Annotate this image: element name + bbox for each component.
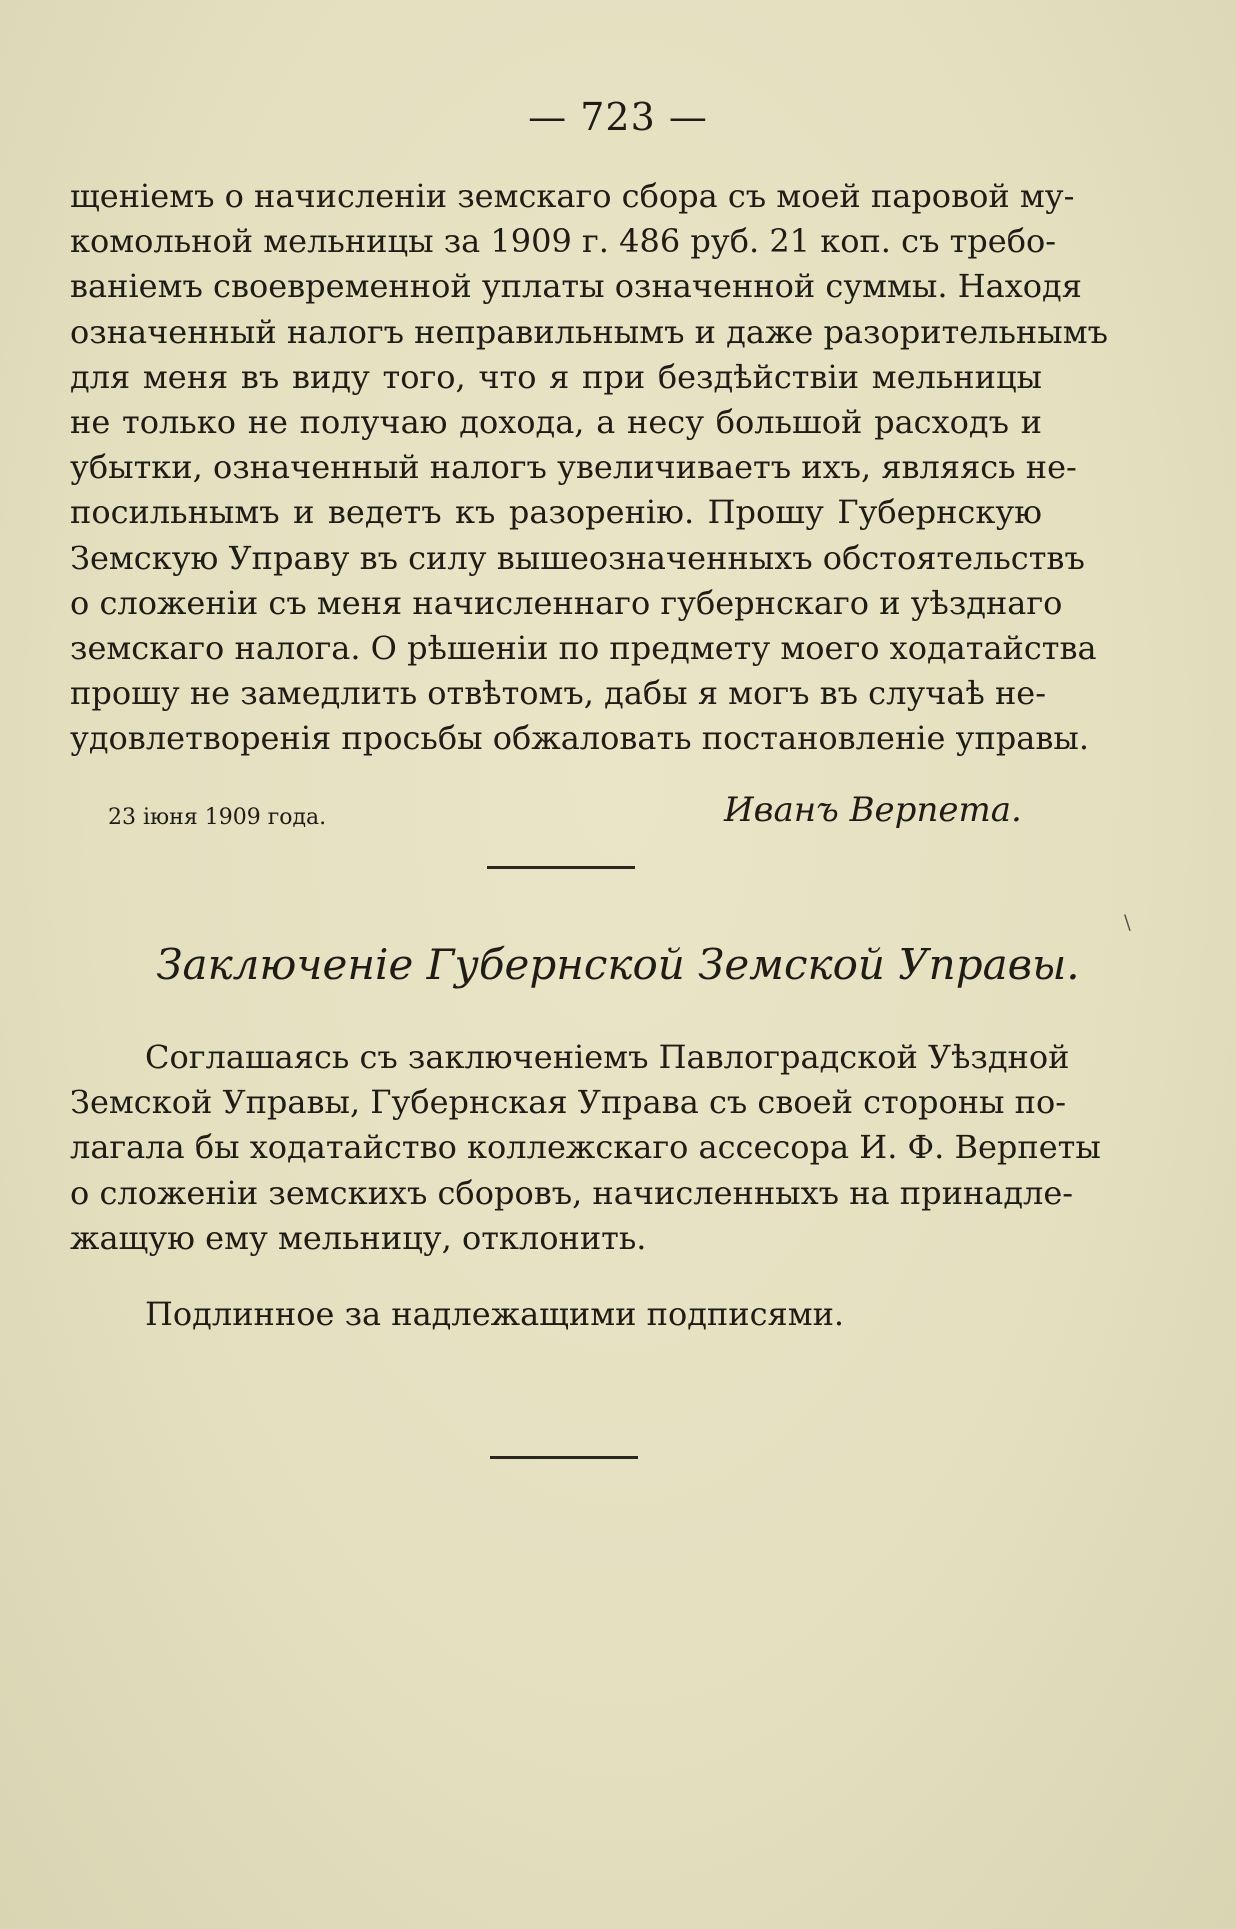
text-line: посильнымъ и ведетъ къ разоренію. Прошу Губернскую: [70, 493, 1042, 532]
text-line: комольной мельницы за 1909 г. 486 руб. 21 коп. съ требо-: [70, 222, 1057, 261]
text-line: о сложеніи съ меня начисленнаго губернскаго и уѣзднаго: [70, 583, 1063, 622]
text-line: означенный налогъ неправильнымъ и даже разорительнымъ: [70, 312, 1108, 351]
text-line: о сложеніи земскихъ сборовъ, начисленныхъ на принадле-: [70, 1173, 1074, 1212]
text-line: убытки, означенный налогъ увеличиваетъ ихъ, являясь не-: [70, 448, 1077, 487]
divider-rule: [490, 1456, 638, 1459]
divider-rule: [487, 866, 635, 869]
page-number: — 723 —: [528, 95, 708, 139]
text-line: Соглашаясь съ заключеніемъ Павлоградской Уѣздной: [145, 1038, 1070, 1076]
text-line: щеніемъ о начисленіи земскаго сбора съ моей паровой му-: [70, 177, 1075, 215]
text-line: не только не получаю дохода, а несу большой расходъ и: [70, 403, 1042, 442]
date-line: 23 іюня 1909 года.: [108, 805, 327, 830]
text-line: земскаго налога. О рѣшеніи по предмету моего ходатайства: [70, 629, 1097, 668]
signature: Иванъ Верпета.: [724, 790, 1022, 830]
text-line: для меня въ виду того, что я при бездѣйствіи мельницы: [70, 357, 1042, 396]
text-line: ваніемъ своевременной уплаты означенной суммы. Находя: [70, 267, 1082, 306]
text-line: прошу не замедлить отвѣтомъ, дабы я могъ въ случаѣ не-: [70, 674, 1047, 713]
petition-body: [70, 174, 1108, 762]
text-line: жащую ему мельницу, отклонить.: [70, 1218, 647, 1257]
text-line: лагала бы ходатайство коллежскаго ассесора И. Ф. Верпеты: [70, 1128, 1101, 1167]
text-line: удовлетворенія просьбы обжаловать постановленіе управы.: [70, 719, 1089, 758]
closing-line: Подлинное за надлежащими подписями.: [145, 1295, 845, 1333]
section-heading: Заключеніе Губернской Земской Управы.: [156, 940, 1080, 989]
conclusion-body: [70, 1035, 1101, 1261]
stray-mark: \: [1124, 910, 1131, 934]
text-line: Земскую Управу въ силу вышеозначенныхъ обстоятельствъ: [70, 538, 1085, 577]
text-line: Земской Управы, Губернская Управа съ своей стороны по-: [70, 1083, 1067, 1122]
